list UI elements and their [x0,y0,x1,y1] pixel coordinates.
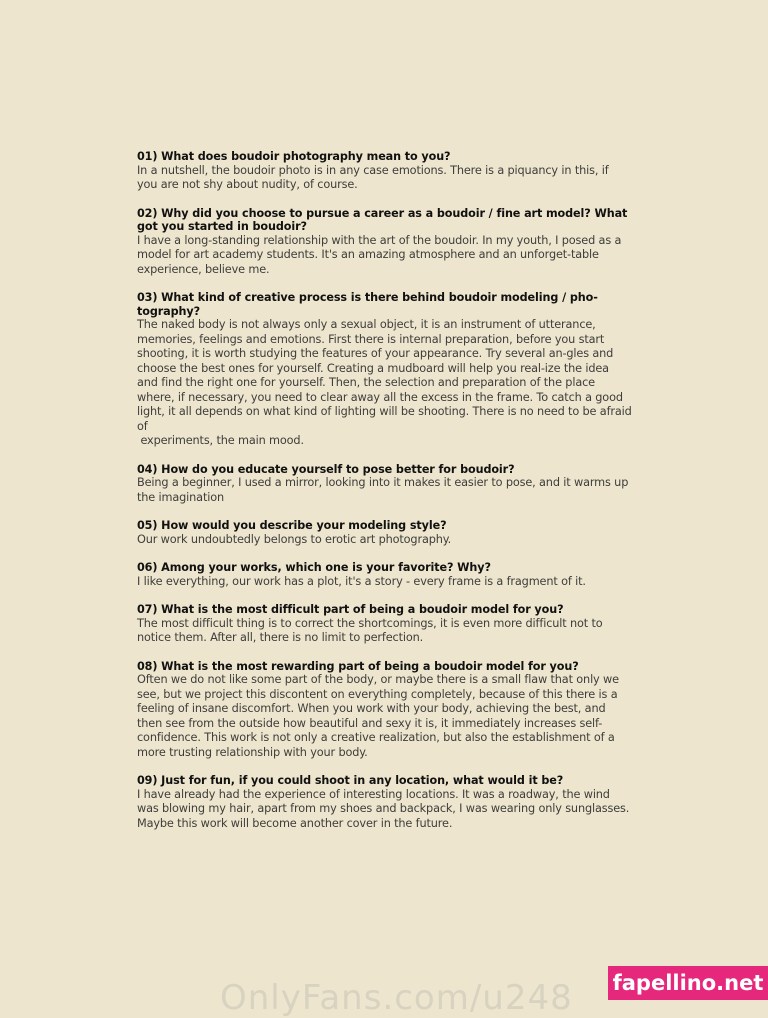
qa-item-05 [137,519,632,547]
answer-08: Often we do not like some part of the body, or maybe there is a small flaw that only we see, but we project this discontent on everything completely, because of this there is a feeling of insane discomfort. When you work with your body, achieving the best, and then see from the outside how beautiful and sexy it is, it immediately increases self-confidence. This work is not only a creative realization, but also the establishment of a more trusting relationship with your body. [137,673,619,759]
qa-item-07 [137,603,632,646]
question-03: 03) What kind of creative process is there behind boudoir modeling / pho-tography? [137,291,598,318]
question-04: 04) How do you educate yourself to pose better for boudoir? [137,462,515,476]
question-01: 01) What does boudoir photography mean to you? [137,150,451,163]
answer-06: I like everything, our work has a plot, it's a story - every frame is a fragment of it. [137,574,586,588]
question-02: 02) Why did you choose to pursue a career as a boudoir / fine art model? What got you started in boudoir? [137,206,628,233]
qa-item-04 [137,463,632,506]
answer-03-extra: experiments, the main mood. [137,434,304,447]
question-06: 06) Among your works, which one is your favorite? Why? [137,561,491,574]
answer-02: I have a long-standing relationship with the art of the boudoir. In my youth, I posed as a model for art academy students. It's an amazing atmosphere and an unforget-table experience, believe me. [137,233,622,276]
qa-item-03 [137,291,632,449]
question-09: 09) Just for fun, if you could shoot in any location, what would it be? [137,774,564,787]
qa-item-09 [137,774,632,831]
question-05: 05) How would you describe your modeling style? [137,519,447,532]
interview-document [137,150,632,845]
answer-09: I have already had the experience of interesting locations. It was a roadway, the wind was blowing my hair, apart from my shoes and backpack, I was wearing only sunglasses. Maybe this work will become another cover in the future. [137,787,630,830]
qa-item-01 [137,150,632,193]
site-badge[interactable]: fapellino.net [608,966,768,1000]
watermark-text: OnlyFans.com/u248 [220,978,573,1018]
qa-item-08 [137,660,632,761]
answer-07: The most difficult thing is to correct the shortcomings, it is even more difficult not to notice them. After all, there is no limit to perfection. [137,616,603,644]
answer-01: In a nutshell, the boudoir photo is in any case emotions. There is a piquancy in this, if you are not shy about nudity, of course. [137,163,609,191]
answer-04: Being a beginner, I used a mirror, looking into it makes it easier to pose, and it warms up the imagination [137,476,629,504]
question-07: 07) What is the most difficult part of being a boudoir model for you? [137,603,564,616]
qa-item-02 [137,207,632,278]
qa-item-06 [137,561,632,589]
answer-03-main: The naked body is not always only a sexual object, it is an instrument of utterance, memories, feelings and emotions. First there is internal preparation, before you start shooting, it is worth studying the features of your appearance. Try several an-gles and choose the best ones for yourself. Creating a mudboard will help you real-ize the idea and find the right one for yourself. Then, the selection and preparation of the place where, if necessary, you need to clear away all the excess in the frame. To catch a good light, it all depends on what kind of lighting will be shooting. There is no need to be afraid of [137,318,632,433]
answer-05: Our work undoubtedly belongs to erotic art photography. [137,532,452,546]
question-08: 08) What is the most rewarding part of being a boudoir model for you? [137,659,579,673]
answer-03 [137,318,632,449]
